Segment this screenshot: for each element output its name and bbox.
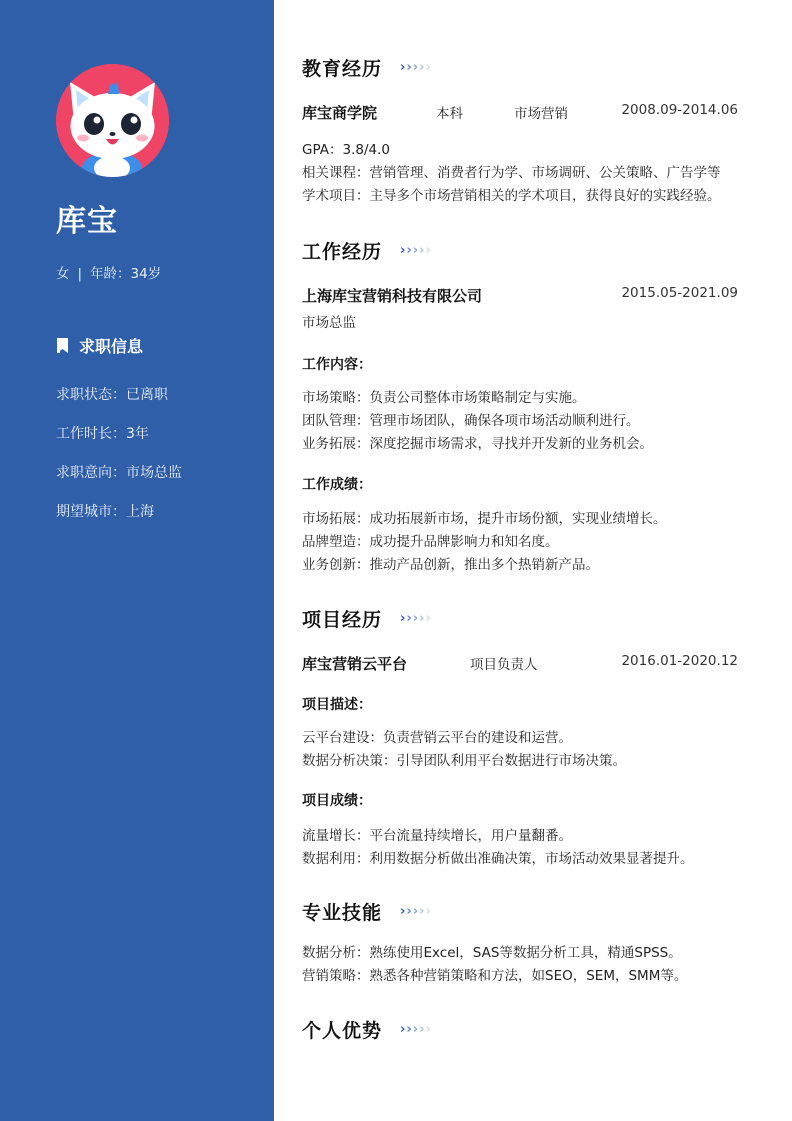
gender: 女 (56, 266, 70, 282)
list-item: 业务拓展：深度挖掘市场需求，寻找并开发新的业务机会。 (302, 436, 653, 452)
strengths-title: 个人优势 (302, 1019, 383, 1042)
degree: 本科 (436, 106, 463, 122)
project-desc-label: 项目描述： (302, 697, 372, 713)
chevron-right-icon: › (425, 903, 431, 919)
job-info-title: 求职信息 (79, 337, 144, 356)
project-achievement-label: 项目成绩： (302, 793, 372, 809)
chevron-right-icon: › (419, 242, 425, 258)
list-item: 数据分析决策：引导团队利用平台数据进行市场决策。 (302, 753, 626, 769)
cat-mascot-icon (56, 64, 169, 177)
chevron-right-icon: › (419, 1021, 425, 1037)
education-header-row (302, 102, 738, 123)
work-content-list (302, 387, 738, 456)
chevron-right-icon: › (419, 59, 425, 75)
project-desc-list (302, 727, 738, 773)
gpa: GPA：3.8/4.0 (302, 142, 390, 158)
list-item: 数据分析：熟练使用Excel，SAS等数据分析工具，精通SPSS。 (302, 945, 682, 961)
work-header-row (302, 285, 738, 306)
skills-section (302, 896, 738, 926)
project-period: 2016.01-2020.12 (621, 653, 738, 669)
list-item: 云平台建设：负责营销云平台的建设和运营。 (302, 730, 572, 746)
chevron-right-icon: › (425, 59, 431, 75)
project-header-row (302, 653, 738, 674)
chevron-right-icon: › (419, 903, 425, 919)
chevron-right-icon: › (412, 610, 419, 626)
list-item: 市场策略：负责公司整体市场策略制定与实施。 (302, 390, 586, 406)
avatar (56, 64, 169, 177)
strengths-section (302, 1014, 738, 1044)
chevron-right-icon: › (406, 1021, 412, 1037)
major: 市场营销 (514, 106, 568, 122)
work-section (302, 235, 738, 265)
bookmark-icon (56, 338, 69, 354)
chevrons-icon (400, 905, 432, 918)
job-status: 求职状态：已离职 (56, 387, 168, 403)
project-heading (302, 603, 738, 633)
project-name: 库宝营销云平台 (302, 655, 408, 673)
education-section (302, 52, 738, 82)
list-item: 流量增长：平台流量持续增长，用户量翻番。 (302, 828, 572, 844)
meta-separator: | (77, 266, 83, 282)
courses: 相关课程：营销管理、消费者行为学、市场调研、公关策略、广告学等 (302, 165, 721, 181)
work-period: 2015.05-2021.09 (621, 285, 738, 301)
list-item: 业务创新：推动产品创新，推出多个热销新产品。 (302, 557, 599, 573)
chevron-right-icon: › (400, 903, 406, 919)
list-item: 团队管理：管理市场团队，确保各项市场活动顺利进行。 (302, 413, 640, 429)
sidebar (0, 0, 274, 1121)
project-title: 项目经历 (302, 608, 383, 631)
list-item: 数据利用：利用数据分析做出准确决策，市场活动效果显著提升。 (302, 851, 694, 867)
chevron-right-icon: › (412, 242, 419, 258)
job-intention: 求职意向：市场总监 (56, 465, 182, 481)
list-item: 营销策略：熟悉各种营销策略和方法，如SEO，SEM，SMM等。 (302, 968, 688, 984)
academic-projects: 学术项目：主导多个市场营销相关的学术项目，获得良好的实践经验。 (302, 188, 721, 204)
list-item: 市场拓展：成功拓展新市场，提升市场份额，实现业绩增长。 (302, 511, 667, 527)
chevron-right-icon: › (406, 903, 412, 919)
work-position: 市场总监 (302, 315, 356, 331)
education-period: 2008.09-2014.06 (621, 102, 738, 118)
chevron-right-icon: › (400, 1021, 406, 1037)
work-duration: 工作时长：3年 (56, 426, 149, 442)
school-name: 库宝商学院 (302, 104, 378, 122)
chevron-right-icon: › (425, 242, 431, 258)
chevron-right-icon: › (425, 1021, 431, 1037)
chevron-right-icon: › (406, 610, 412, 626)
work-achievement-list (302, 508, 738, 577)
project-section (302, 603, 738, 633)
work-content-label: 工作内容： (302, 357, 372, 373)
chevrons-icon (400, 61, 432, 74)
work-heading (302, 235, 738, 265)
personal-meta (56, 262, 161, 282)
age: 年龄：34岁 (90, 266, 162, 282)
chevron-right-icon: › (425, 610, 431, 626)
chevrons-icon (400, 612, 432, 625)
skills-list (302, 942, 738, 988)
list-item: 品牌塑造：成功提升品牌影响力和知名度。 (302, 534, 559, 550)
education-title: 教育经历 (302, 57, 383, 80)
chevron-right-icon: › (412, 903, 419, 919)
chevrons-icon (400, 244, 432, 257)
company-name: 上海库宝营销科技有限公司 (302, 287, 483, 305)
job-info-heading (56, 334, 143, 357)
chevron-right-icon: › (406, 59, 412, 75)
chevron-right-icon: › (412, 59, 419, 75)
work-achievement-label: 工作成绩： (302, 477, 372, 493)
chevron-right-icon: › (419, 610, 425, 626)
chevron-right-icon: › (406, 242, 412, 258)
skills-heading (302, 896, 738, 926)
chevrons-icon (400, 1023, 432, 1036)
chevron-right-icon: › (400, 610, 406, 626)
job-info-list (56, 384, 182, 540)
education-details (302, 139, 738, 208)
work-title: 工作经历 (302, 240, 383, 263)
project-achievement-list (302, 825, 738, 871)
skills-title: 专业技能 (302, 901, 383, 924)
chevron-right-icon: › (412, 1021, 419, 1037)
education-heading (302, 52, 738, 82)
chevron-right-icon: › (400, 59, 406, 75)
strengths-heading (302, 1014, 738, 1044)
chevron-right-icon: › (400, 242, 406, 258)
project-role: 项目负责人 (470, 657, 538, 673)
expected-city: 期望城市：上海 (56, 504, 154, 520)
candidate-name: 库宝 (56, 204, 118, 239)
